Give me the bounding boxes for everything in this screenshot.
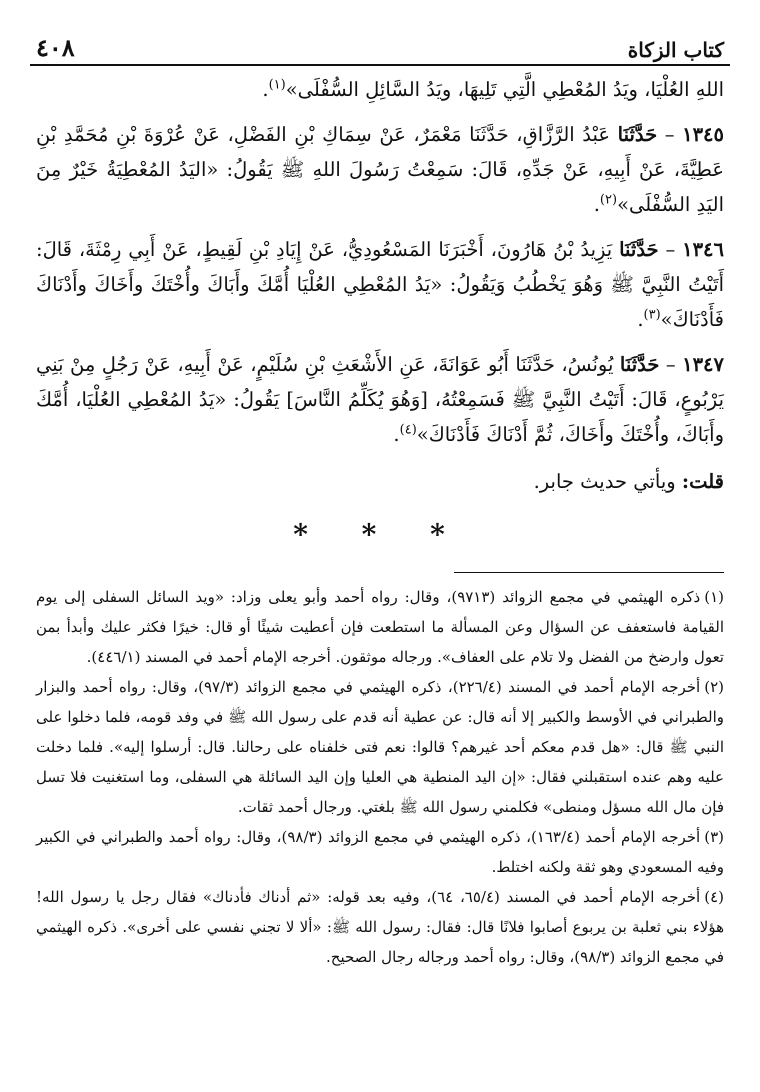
footnote bbox=[30, 672, 730, 822]
note-text: ويأتي حديث جابر. bbox=[533, 470, 676, 493]
page-header bbox=[30, 32, 730, 66]
footnote-id: (٣) bbox=[704, 828, 724, 846]
footnote-id: (٤) bbox=[704, 888, 724, 906]
hadith-paragraph: ١٣٤٦ – حَدَّثَنَا يَزِيدُ بْنُ هَارُونَ، أَخْبَرَنَا المَسْعُودِيُّ، عَنْ إِيَادِ بْنِ لَقِيطٍ، عَنْ أَبِي رِمْثَةَ، قَالَ: أَتَيْتُ النَّبِيَّ ﷺ وَهُوَ يَخْطُبُ وَيَقُولُ: «يَدُ المُعْطِي العُلْيَا أُمَّكَ وأَبَاكَ وأُخْتَكَ وأَخَاكَ وأَدْنَاكَ فَأَدْنَاكَ»$^{(٣)}$. bbox=[36, 238, 724, 331]
hadith-lead: حَدَّثَنَا bbox=[619, 353, 660, 376]
sentence-end: . bbox=[637, 308, 644, 331]
hadith-number: ١٣٤٥ bbox=[682, 123, 724, 146]
footnote-text: ذكره الهيثمي في مجمع الزوائد (٩٧١٣)، وقال: رواه أحمد وأبو يعلى وزاد: «ويد السائل السفلى إلى يوم القيامة فاستعفف عن السؤال وعن المسألة ما استطعت فإن أعطيت شيئًا أو قال: خيرًا فكثر عليك وأبدأ بمن تعول وارضخ من الفضل ولا تلام على العفاف». ورجاله موثقون. أخرجه الإمام أحمد في المسند (٤٤٦/١). bbox=[36, 588, 724, 666]
footnote-marker: (٢) bbox=[599, 192, 618, 208]
footnote bbox=[30, 582, 730, 672]
section-separator: * * * bbox=[293, 518, 467, 551]
book-page bbox=[30, 0, 730, 1092]
sentence-end: . bbox=[593, 193, 600, 216]
hadith-number: ١٣٤٦ bbox=[682, 238, 724, 261]
footnote-marker: (١) bbox=[268, 77, 286, 93]
hadith-paragraph: ١٣٤٥ – حَدَّثَنَا عَبْدُ الرَّزَّاقِ، حَدَّثَنَا مَعْمَرٌ، عَنْ سِمَاكِ بْنِ الفَضْلِ، عَنْ عُرْوَةَ بْنِ مُحَمَّدِ بْنِ عَطِيَّةَ، عَنْ أَبِيهِ، عَنْ جَدِّهِ، قَالَ: سَمِعْتُ رَسُولَ اللهِ ﷺ يَقُولُ: «اليَدُ المُعْطِيَةُ خَيْرٌ مِنَ اليَدِ السُّفْلَى»$^{(٢)}$. bbox=[36, 123, 724, 216]
hadith-lead: حَدَّثَنَا bbox=[617, 123, 658, 146]
hadith-text: يَزِيدُ بْنُ هَارُونَ، أَخْبَرَنَا المَسْعُودِيُّ، عَنْ إِيَادِ بْنِ لَقِيطٍ، عَنْ أَبِي رِمْثَةَ، قَالَ: أَتَيْتُ النَّبِيَّ ﷺ وَهُوَ يَخْطُبُ وَيَقُولُ: «يَدُ المُعْطِي العُلْيَا أُمَّكَ وأَبَاكَ وأُخْتَكَ وأَخَاكَ وأَدْنَاكَ فَأَدْنَاكَ» bbox=[36, 238, 724, 331]
hadith-lead: حَدَّثَنَا bbox=[619, 238, 659, 261]
sentence-end: . bbox=[393, 423, 400, 446]
hadith-text: عَبْدُ الرَّزَّاقِ، حَدَّثَنَا مَعْمَرٌ، عَنْ سِمَاكِ بْنِ الفَضْلِ، عَنْ عُرْوَةَ بْنِ مُحَمَّدِ بْنِ عَطِيَّةَ، عَنْ أَبِيهِ، عَنْ جَدِّهِ، قَالَ: سَمِعْتُ رَسُولَ اللهِ ﷺ يَقُولُ: «اليَدُ المُعْطِيَةُ خَيْرٌ مِنَ اليَدِ السُّفْلَى» bbox=[36, 123, 724, 216]
continuation-paragraph bbox=[30, 72, 730, 107]
footnotes bbox=[30, 582, 730, 972]
main-text bbox=[30, 72, 730, 499]
footnote-divider bbox=[454, 572, 724, 573]
footnote-marker: (٣) bbox=[643, 307, 661, 323]
sentence-end: . bbox=[262, 78, 269, 101]
footnote-id: (٢) bbox=[704, 678, 725, 696]
page-number: ٤٠٨ bbox=[36, 33, 75, 62]
footnote-text: أخرجه الإمام أحمد (١٦٣/٤)، ذكره الهيثمي في مجمع الزوائد (٩٨/٣)، وقال: رواه أحمد والطبراني في الكبير وفيه المسعودي وهو ثقة ولكنه اختلط. bbox=[36, 828, 724, 876]
hadith-paragraph: ١٣٤٧ – حَدَّثَنَا يُونُسُ، حَدَّثَنَا أَبُو عَوَانَةَ، عَنِ الأَشْعَثِ بْنِ سُلَيْمٍ، عَنْ أَبِيهِ، عَنْ رَجُلٍ مِنْ بَنِي يَرْبُوعٍ، قَالَ: أَتَيْتُ النَّبِيَّ ﷺ فَسَمِعْتُهُ، [وَهُوَ يُكَلِّمُ النَّاسَ] يَقُولُ: «يَدُ المُعْطِي العُلْيَا، أُمَّكَ وأَبَاكَ، وأُخْتَكَ وأَخَاكَ، ثُمَّ أَدْنَاكَ فَأَدْنَاكَ»$^{(٤)}$. bbox=[36, 353, 725, 446]
footnote bbox=[30, 882, 730, 972]
footnote-text: أخرجه الإمام أحمد في المسند (٢٢٦/٤)، ذكره الهيثمي في مجمع الزوائد (٩٧/٣)، وقال: رواه أحمد والبزار والطبراني في الأوسط والكبير إلا أنه قال: عن عطية أنه قدم على رسول الله ﷺ في وفد قومه، فلما دخلوا على النبي ﷺ قال: «هل قدم معكم أحد غيرهم؟ قالوا: نعم فتى خلفناه على رحالنا. قال: أرسلوا إليه». فلما دخلت عليه وهم عنده استقبلني فقال: «إن اليد المنطية هي العليا وإن اليد السائلة هي السفلى، وما استغنيت فلا تسل فإن مال الله مسؤل ومنطى» فكلمني رسول الله ﷺ بلغتي. ورجال أحمد ثقات. bbox=[36, 678, 724, 816]
continuation-text: اللهِ العُلْيَا، ويَدُ المُعْطِي الَّتِي تَلِيهَا، ويَدُ السَّائِلِ السُّفْلَى» bbox=[285, 78, 724, 101]
footnote-id: (١) bbox=[704, 588, 725, 606]
editor-note bbox=[30, 464, 730, 499]
hadith-text: يُونُسُ، حَدَّثَنَا أَبُو عَوَانَةَ، عَنِ الأَشْعَثِ بْنِ سُلَيْمٍ، عَنْ أَبِيهِ، عَنْ رَجُلٍ مِنْ بَنِي يَرْبُوعٍ، قَالَ: أَتَيْتُ النَّبِيَّ ﷺ فَسَمِعْتُهُ، [وَهُوَ يُكَلِّمُ النَّاسَ] يَقُولُ: «يَدُ المُعْطِي العُلْيَا، أُمَّكَ وأَبَاكَ، وأُخْتَكَ وأَخَاكَ، ثُمَّ أَدْنَاكَ فَأَدْنَاكَ» bbox=[36, 353, 724, 446]
footnote bbox=[30, 822, 730, 882]
footnote-text: أخرجه الإمام أحمد في المسند (٦٥/٤، ٦٤)، وفيه بعد قوله: «ثم أدناك فأدناك» فقال رجل يا رسول الله! هؤلاء بني ثعلبة بن يربوع أصابوا فلانًا قال: فقال: رسول الله ﷺ: «ألا لا تجني نفسي على أخرى». ذكره الهيثمي في مجمع الزوائد (٩٨/٣)، وقال: رواه أحمد ورجاله رجال الصحيح. bbox=[36, 888, 724, 966]
note-label: قلت: bbox=[681, 470, 724, 493]
hadith-number: ١٣٤٧ bbox=[682, 353, 725, 376]
footnote-marker: (٤) bbox=[399, 422, 417, 438]
running-title: كتاب الزكاة bbox=[627, 38, 724, 62]
